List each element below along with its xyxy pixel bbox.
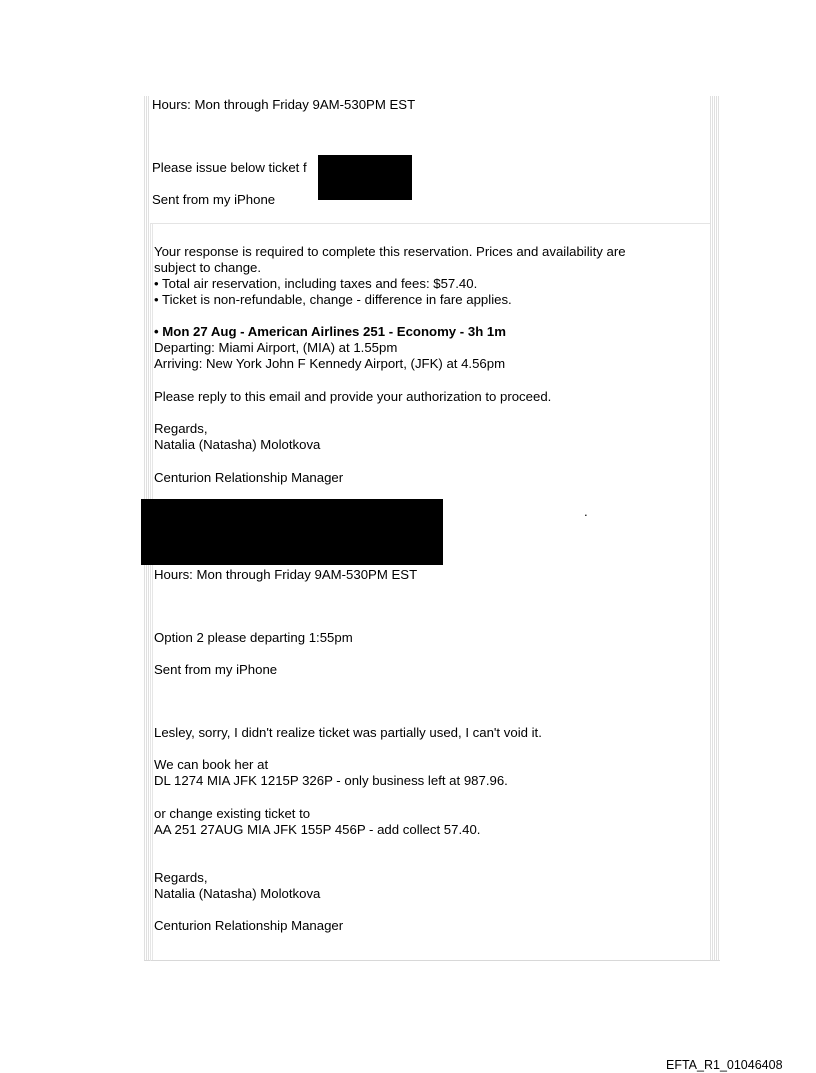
iphone-signature: Sent from my iPhone [154,662,278,677]
departing-text: Departing: Miami Airport, (MIA) at 1.55pm [154,340,398,355]
ticket-request-text: Please issue below ticket f [152,160,307,175]
sender-title: Centurion Relationship Manager [154,918,344,933]
redaction-block [318,155,412,200]
reservation-intro: Your response is required to complete this reservation. Prices and availability are [154,244,626,259]
sender-name: Natalia (Natasha) Molotkova [154,886,321,901]
quote-border-right [710,96,720,961]
total-fare-bullet: • Total air reservation, including taxes and fees: $57.40. [154,276,478,291]
sender-name: Natalia (Natasha) Molotkova [154,437,321,452]
change-option-label: or change existing ticket to [154,806,311,821]
authorization-request: Please reply to this email and provide your authorization to proceed. [154,389,552,404]
hours-text: Hours: Mon through Friday 9AM-530PM EST [154,567,418,582]
hours-text: Hours: Mon through Friday 9AM-530PM EST [152,97,416,112]
booking-option-details: DL 1274 MIA JFK 1215P 326P - only business left at 987.96. [154,773,508,788]
refund-policy-bullet: • Ticket is non-refundable, change - difference in fare applies. [154,292,512,307]
stray-dot: . [584,504,588,519]
arriving-text: Arriving: New York John F Kennedy Airport, (JFK) at 4.56pm [154,356,506,371]
apology-text: Lesley, sorry, I didn't realize ticket was partially used, I can't void it. [154,725,542,740]
redaction-block [141,499,443,565]
nested-quote-border-left [150,224,153,960]
flight-heading: • Mon 27 Aug - American Airlines 251 - Economy - 3h 1m [154,324,506,339]
iphone-signature: Sent from my iPhone [152,192,276,207]
regards-text: Regards, [154,870,208,885]
booking-option-label: We can book her at [154,757,269,772]
regards-text: Regards, [154,421,208,436]
reservation-intro-continued: subject to change. [154,260,262,275]
option-reply: Option 2 please departing 1:55pm [154,630,353,645]
change-option-details: AA 251 27AUG MIA JFK 155P 456P - add collect 57.40. [154,822,481,837]
sender-title: Centurion Relationship Manager [154,470,344,485]
document-id: EFTA_R1_01046408 [666,1058,783,1072]
